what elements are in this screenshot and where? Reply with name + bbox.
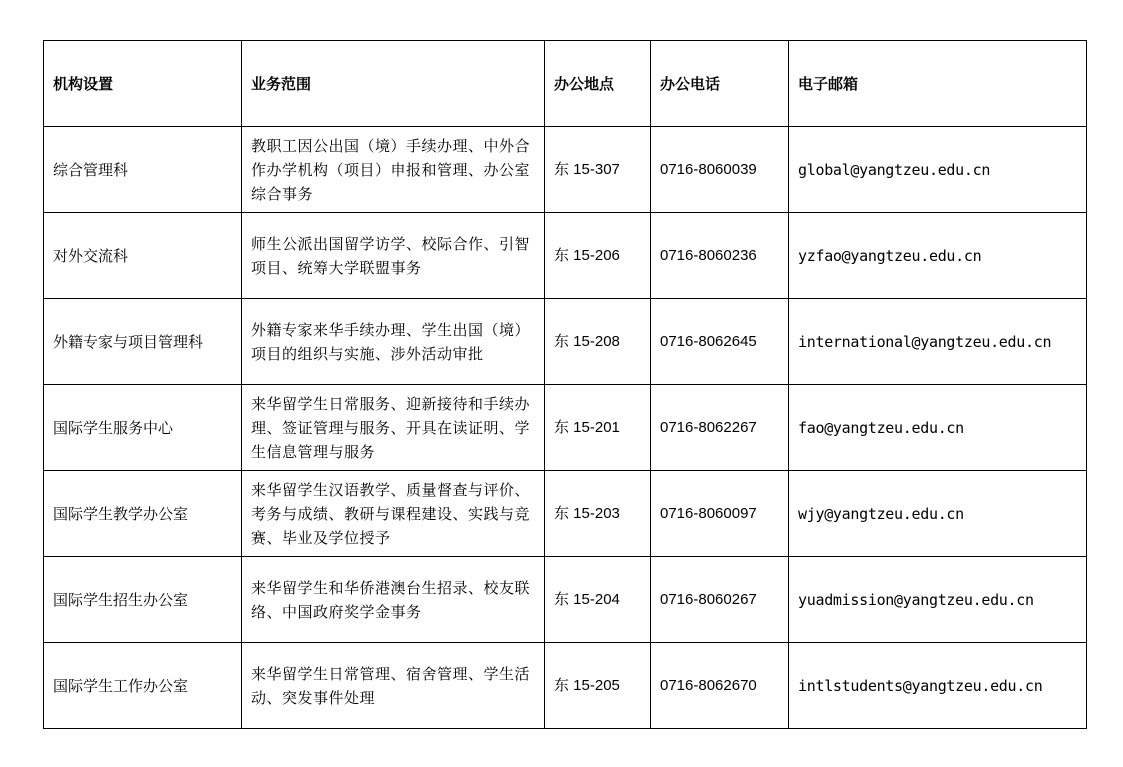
business-scope: 来华留学生汉语教学、质量督查与评价、考务与成绩、教研与课程建设、实践与竞赛、毕业及学位授予: [242, 471, 545, 557]
office-location: 东 15-201: [545, 385, 651, 471]
office-location: 东 15-208: [545, 299, 651, 385]
table-row: [44, 471, 1087, 557]
email-address: yzfao@yangtzeu.edu.cn: [789, 213, 1087, 299]
table-row: [44, 557, 1087, 643]
business-scope: 来华留学生日常服务、迎新接待和手续办理、签证管理与服务、开具在读证明、学生信息管理与服务: [242, 385, 545, 471]
header-scope: 业务范围: [242, 41, 545, 127]
office-phone: 0716-8060097: [651, 471, 789, 557]
header-dept: 机构设置: [44, 41, 242, 127]
business-scope: 来华留学生日常管理、宿舍管理、学生活动、突发事件处理: [242, 643, 545, 729]
email-address: fao@yangtzeu.edu.cn: [789, 385, 1087, 471]
table-row: [44, 213, 1087, 299]
header-email: 电子邮箱: [789, 41, 1087, 127]
email-address: wjy@yangtzeu.edu.cn: [789, 471, 1087, 557]
table-row: [44, 643, 1087, 729]
email-address: yuadmission@yangtzeu.edu.cn: [789, 557, 1087, 643]
email-address: international@yangtzeu.edu.cn: [789, 299, 1087, 385]
email-address: intlstudents@yangtzeu.edu.cn: [789, 643, 1087, 729]
dept-name: 对外交流科: [44, 213, 242, 299]
office-location: 东 15-206: [545, 213, 651, 299]
office-phone: 0716-8060267: [651, 557, 789, 643]
business-scope: 来华留学生和华侨港澳台生招录、校友联络、中国政府奖学金事务: [242, 557, 545, 643]
office-phone: 0716-8062645: [651, 299, 789, 385]
table-header-row: [44, 41, 1087, 127]
office-phone: 0716-8060236: [651, 213, 789, 299]
business-scope: 外籍专家来华手续办理、学生出国（境）项目的组织与实施、涉外活动审批: [242, 299, 545, 385]
business-scope: 师生公派出国留学访学、校际合作、引智项目、统筹大学联盟事务: [242, 213, 545, 299]
email-address: global@yangtzeu.edu.cn: [789, 127, 1087, 213]
dept-name: 国际学生教学办公室: [44, 471, 242, 557]
dept-name: 国际学生工作办公室: [44, 643, 242, 729]
dept-name: 国际学生服务中心: [44, 385, 242, 471]
header-phone: 办公电话: [651, 41, 789, 127]
office-location: 东 15-205: [545, 643, 651, 729]
dept-name: 外籍专家与项目管理科: [44, 299, 242, 385]
office-location: 东 15-307: [545, 127, 651, 213]
dept-name: 综合管理科: [44, 127, 242, 213]
office-location: 东 15-204: [545, 557, 651, 643]
office-phone: 0716-8062267: [651, 385, 789, 471]
header-room: 办公地点: [545, 41, 651, 127]
office-phone: 0716-8062670: [651, 643, 789, 729]
table-row: [44, 299, 1087, 385]
business-scope: 教职工因公出国（境）手续办理、中外合作办学机构（项目）申报和管理、办公室综合事务: [242, 127, 545, 213]
department-table: [43, 40, 1087, 729]
dept-name: 国际学生招生办公室: [44, 557, 242, 643]
office-phone: 0716-8060039: [651, 127, 789, 213]
table-row: [44, 127, 1087, 213]
office-location: 东 15-203: [545, 471, 651, 557]
table-row: [44, 385, 1087, 471]
